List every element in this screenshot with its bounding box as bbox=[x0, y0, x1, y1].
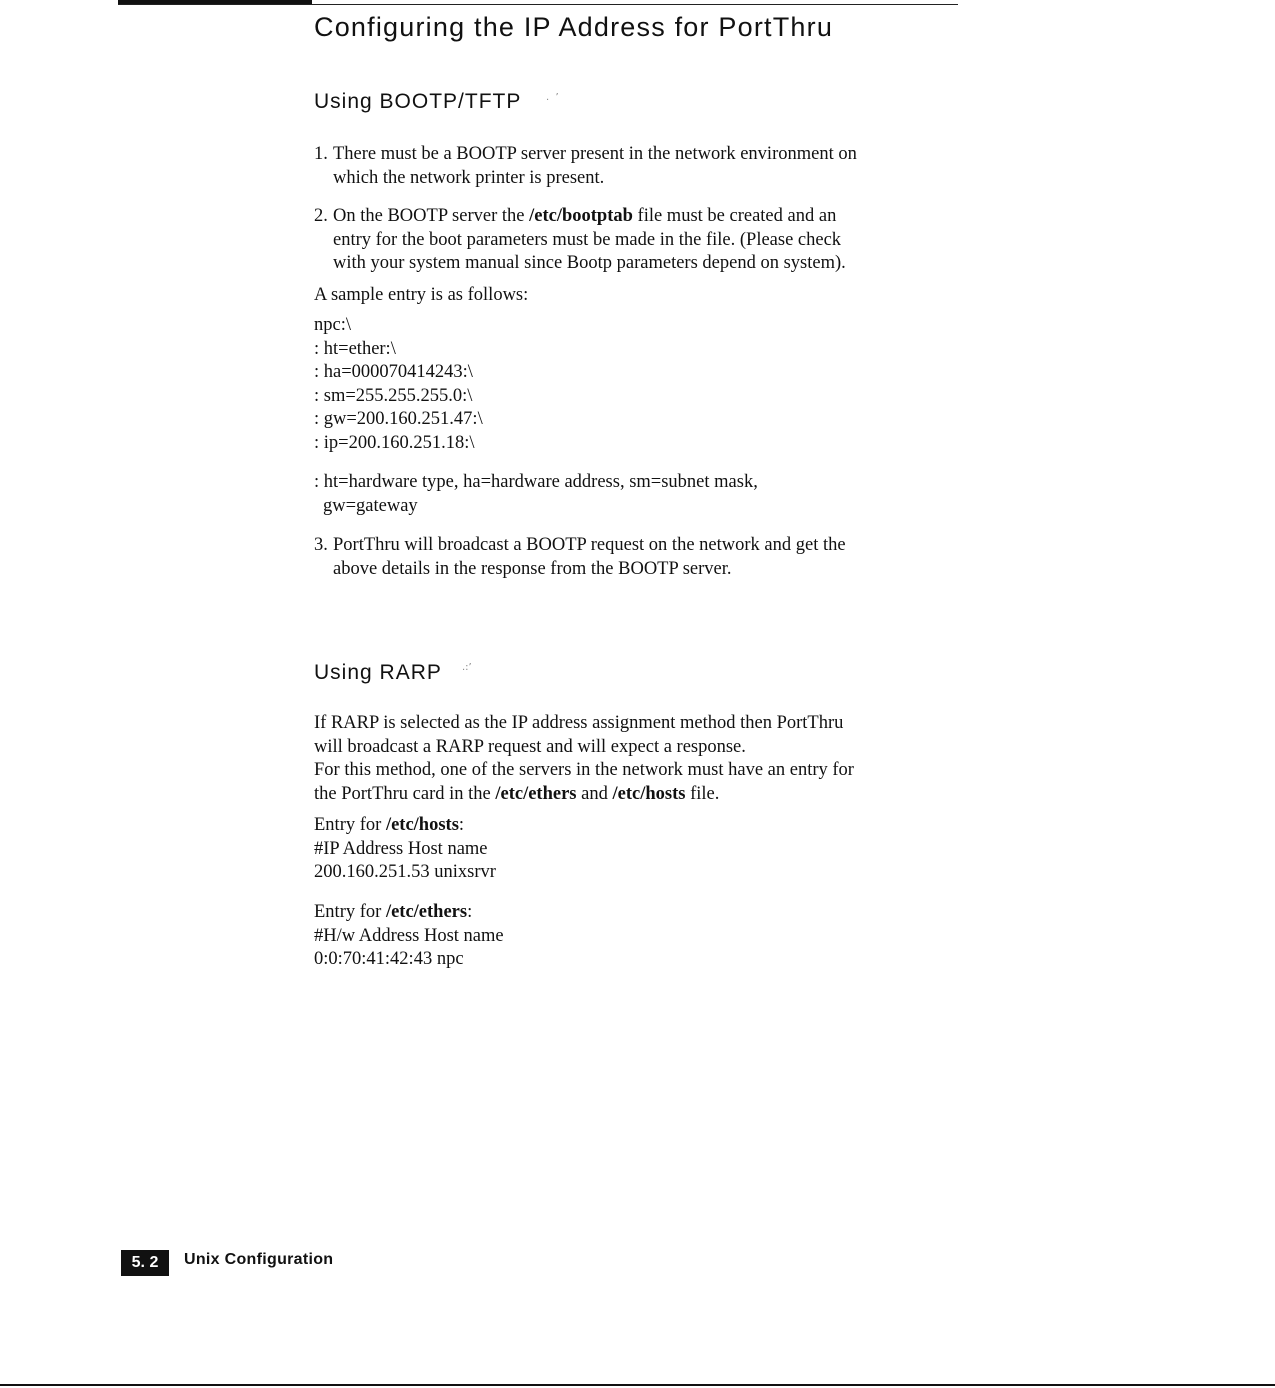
step-text: entry for the boot parameters must be made in the file. (Please check bbox=[333, 229, 842, 250]
scan-speck: . ’ bbox=[546, 92, 559, 103]
bootp-step-3 bbox=[314, 534, 983, 581]
file-path: /etc/ethers bbox=[385, 902, 468, 922]
step-text: with your system manual since Bootp parameters depend on system). bbox=[333, 253, 846, 273]
file-path: /etc/hosts bbox=[612, 783, 686, 804]
sample-line: : sm=255.255.255.0:\ bbox=[314, 385, 473, 406]
entry-header: #H/w Address Host name bbox=[314, 925, 504, 946]
file-path: /etc/bootptab bbox=[529, 206, 633, 226]
sample-line: : ht=ether:\ bbox=[314, 338, 396, 359]
section-footer-label: Unix Configuration bbox=[184, 1251, 334, 1268]
step-text: There must be a BOOTP server present in the network environment on bbox=[333, 144, 857, 164]
file-path: /etc/hosts bbox=[385, 815, 459, 835]
scan-speck: .:’ bbox=[462, 662, 472, 673]
step-number: 2. bbox=[314, 206, 328, 226]
entry-header: #IP Address Host name bbox=[314, 838, 488, 859]
rarp-description bbox=[314, 712, 964, 806]
section-heading-bootp: Using BOOTP/TFTP bbox=[314, 90, 522, 113]
bottom-rule bbox=[0, 1384, 1275, 1386]
body-text: If RARP is selected as the IP address assignment method then PortThru bbox=[314, 713, 844, 733]
sample-line: : gw=200.160.251.47:\ bbox=[314, 409, 483, 429]
entry-label: Entry for /etc/hosts: bbox=[314, 815, 465, 835]
bootp-step-2 bbox=[314, 205, 983, 276]
step-text: PortThru will broadcast a BOOTP request on the network and get the bbox=[333, 535, 846, 555]
ethers-entry bbox=[314, 901, 964, 972]
body-text: will broadcast a RARP request and will expect a response. bbox=[314, 736, 746, 757]
entry-row: 0:0:70:41:42:43 npc bbox=[314, 949, 464, 969]
step-text: On the BOOTP server the /etc/bootptab file must be created and an bbox=[333, 206, 837, 226]
step-number: 1. bbox=[314, 144, 328, 164]
hosts-entry bbox=[314, 814, 964, 885]
bootp-step-1 bbox=[314, 143, 983, 190]
legend-text: gw=gateway bbox=[323, 495, 418, 516]
step-text: which the network printer is present. bbox=[333, 167, 605, 188]
step-text: above details in the response from the BOOTP server. bbox=[333, 558, 732, 579]
page-title: Configuring the IP Address for PortThru bbox=[314, 12, 834, 42]
step-number: 3. bbox=[314, 535, 328, 555]
parameter-legend bbox=[314, 471, 964, 518]
sample-line: : ha=000070414243:\ bbox=[314, 362, 473, 382]
header-rule bbox=[118, 4, 958, 5]
sample-line: npc:\ bbox=[314, 315, 351, 335]
sample-intro: A sample entry is as follows: bbox=[314, 285, 529, 305]
file-path: /etc/ethers bbox=[495, 783, 577, 804]
entry-row: 200.160.251.53 unixsrvr bbox=[314, 862, 496, 882]
entry-label: Entry for /etc/ethers: bbox=[314, 902, 473, 922]
legend-text: : ht=hardware type, ha=hardware address, sm=subnet mask, bbox=[314, 472, 758, 492]
sample-entry bbox=[314, 314, 964, 455]
page-number-badge: 5. 2 bbox=[121, 1250, 169, 1276]
body-text: For this method, one of the servers in the network must have an entry for bbox=[314, 760, 854, 780]
body-text: the PortThru card in the /etc/ethers and /etc/hosts file. bbox=[314, 783, 720, 804]
section-heading-rarp: Using RARP bbox=[314, 661, 442, 684]
sample-line: : ip=200.160.251.18:\ bbox=[314, 432, 475, 453]
